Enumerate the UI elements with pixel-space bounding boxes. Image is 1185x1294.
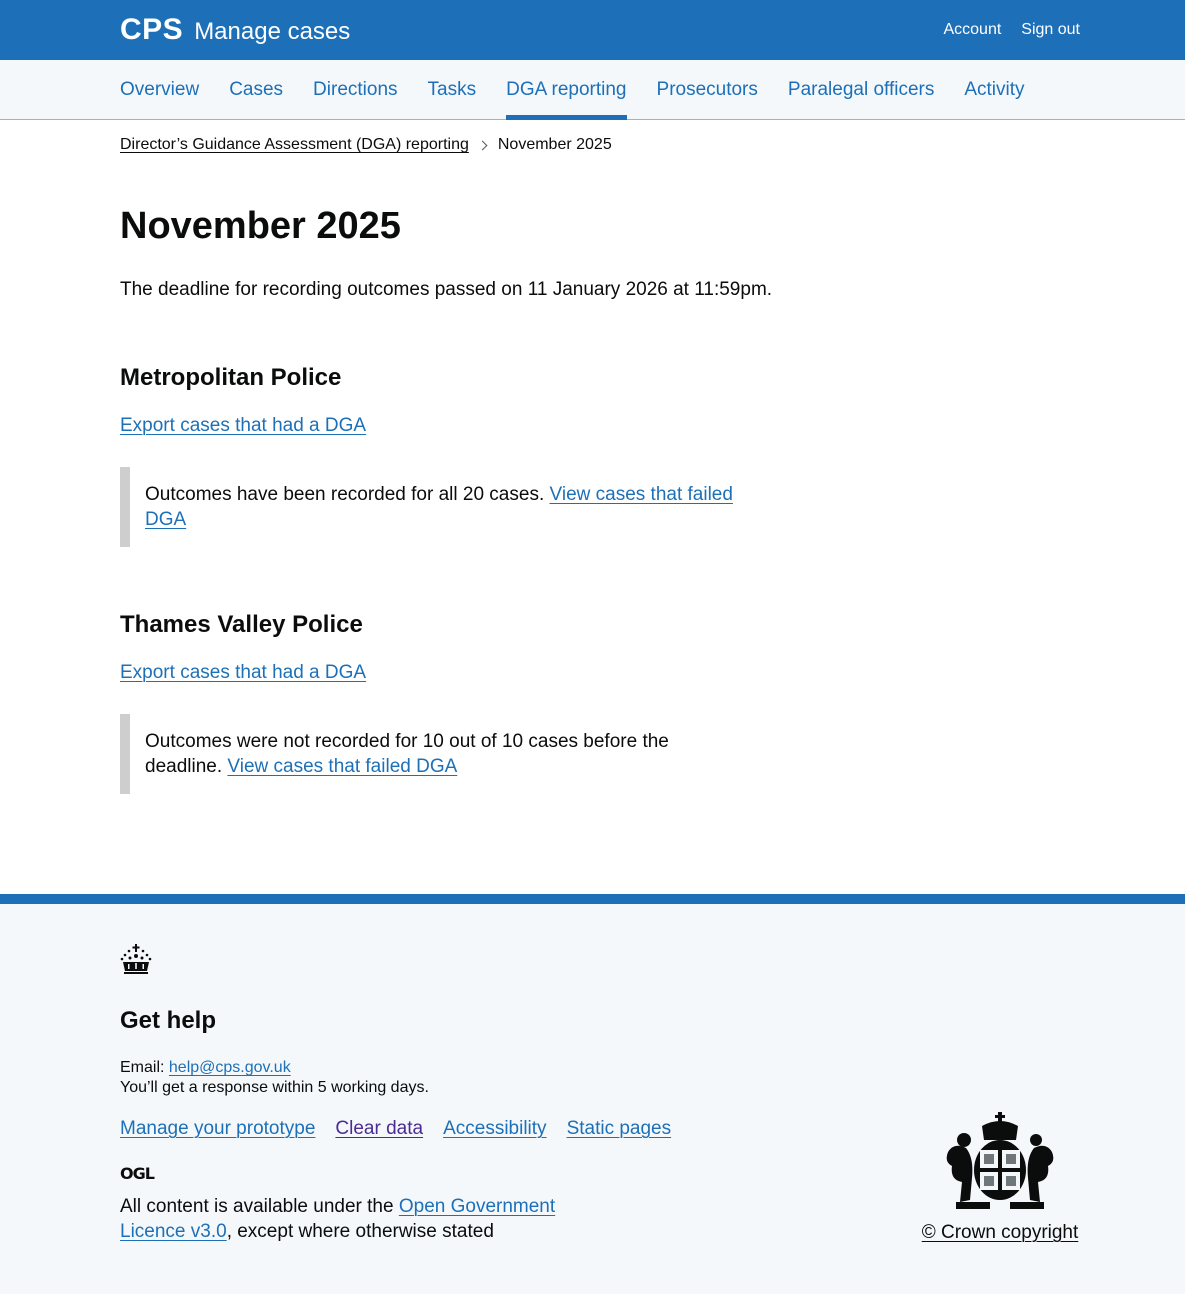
account-link[interactable]: Account <box>943 21 1002 38</box>
view-failed-cases-link[interactable]: View cases that failed DGA <box>145 484 733 531</box>
help-email-link[interactable]: help@cps.gov.uk <box>168 1058 291 1076</box>
svg-text:OGL: OGL <box>120 1163 154 1181</box>
get-help-heading: Get help <box>120 1007 217 1035</box>
chevron-right-icon <box>477 140 487 150</box>
site-footer <box>0 894 1185 1294</box>
section-metropolitan-police <box>120 364 1080 547</box>
view-failed-cases-link[interactable]: View cases that failed DGA <box>227 756 458 778</box>
nav-tab-prosecutors[interactable] <box>657 60 758 119</box>
site-header <box>0 0 1185 60</box>
static-pages-link[interactable]: Static pages <box>566 1117 672 1139</box>
sign-out-link[interactable]: Sign out <box>1021 21 1080 38</box>
breadcrumb-current: November 2025 <box>497 136 612 153</box>
help-contact <box>120 1058 1080 1098</box>
crown-copyright-link[interactable]: © Crown copyright <box>921 1221 1079 1243</box>
section-heading: Thames Valley Police <box>120 611 363 639</box>
royal-coat-of-arms-icon <box>940 1112 1060 1214</box>
ogl-licence-link[interactable]: Open Government Licence v3.0 <box>120 1195 556 1242</box>
breadcrumb-parent-link[interactable]: Director’s Guidance Assessment (DGA) reporting <box>120 136 469 153</box>
nav-link-tasks[interactable]: Tasks <box>427 78 477 100</box>
nav-tab-dga-reporting[interactable] <box>506 60 626 119</box>
page-title: November 2025 <box>120 205 401 247</box>
licence-prefix: All content is available under the <box>120 1195 394 1217</box>
crown-icon <box>120 944 152 974</box>
section-thames-valley-police <box>120 611 1080 794</box>
breadcrumb <box>120 136 1080 154</box>
nav-link-paralegal-officers[interactable]: Paralegal officers <box>787 78 935 100</box>
nav-link-cases[interactable]: Cases <box>229 78 284 100</box>
manage-prototype-link[interactable]: Manage your prototype <box>120 1117 316 1139</box>
outcome-text: Outcomes have been recorded for all 20 cases. <box>145 484 545 506</box>
deadline-text: The deadline for recording outcomes passed on 11 January 2026 at 11:59pm. <box>120 278 773 300</box>
response-time-text: You’ll get a response within 5 working days. <box>120 1078 429 1096</box>
outcome-inset <box>120 714 740 794</box>
outcome-inset <box>120 467 740 547</box>
service-brand[interactable] <box>120 13 350 47</box>
primary-navigation <box>0 60 1185 120</box>
nav-link-overview[interactable]: Overview <box>120 78 200 100</box>
section-heading: Metropolitan Police <box>120 364 342 392</box>
nav-tab-overview[interactable] <box>120 60 199 119</box>
account-nav <box>943 21 1080 39</box>
service-name[interactable]: Manage cases <box>194 18 351 45</box>
nav-tab-paralegal-officers[interactable] <box>788 60 934 119</box>
clear-data-link[interactable]: Clear data <box>335 1117 424 1139</box>
export-cases-link[interactable]: Export cases that had a DGA <box>120 415 367 437</box>
nav-link-directions[interactable]: Directions <box>313 78 398 100</box>
nav-link-prosecutors[interactable]: Prosecutors <box>656 78 758 100</box>
cps-logo[interactable]: CPS <box>120 13 184 46</box>
copyright-block <box>920 1112 1080 1244</box>
nav-tab-cases[interactable] <box>229 60 283 119</box>
nav-link-activity[interactable]: Activity <box>964 78 1025 100</box>
email-label: Email: <box>120 1058 165 1076</box>
nav-tab-activity[interactable] <box>964 60 1024 119</box>
nav-tab-directions[interactable] <box>313 60 397 119</box>
accessibility-link[interactable]: Accessibility <box>443 1117 547 1139</box>
licence-suffix: , except where otherwise stated <box>226 1220 494 1242</box>
outcome-text: Outcomes were not recorded for 10 out of 10 cases before the deadline. <box>145 731 669 778</box>
export-cases-link[interactable]: Export cases that had a DGA <box>120 662 367 684</box>
main-content <box>120 136 1080 794</box>
nav-link-dga-reporting[interactable]: DGA reporting <box>506 78 627 100</box>
ogl-logo-icon <box>120 1164 161 1181</box>
nav-tab-tasks[interactable] <box>428 60 477 119</box>
licence-text <box>120 1194 560 1244</box>
